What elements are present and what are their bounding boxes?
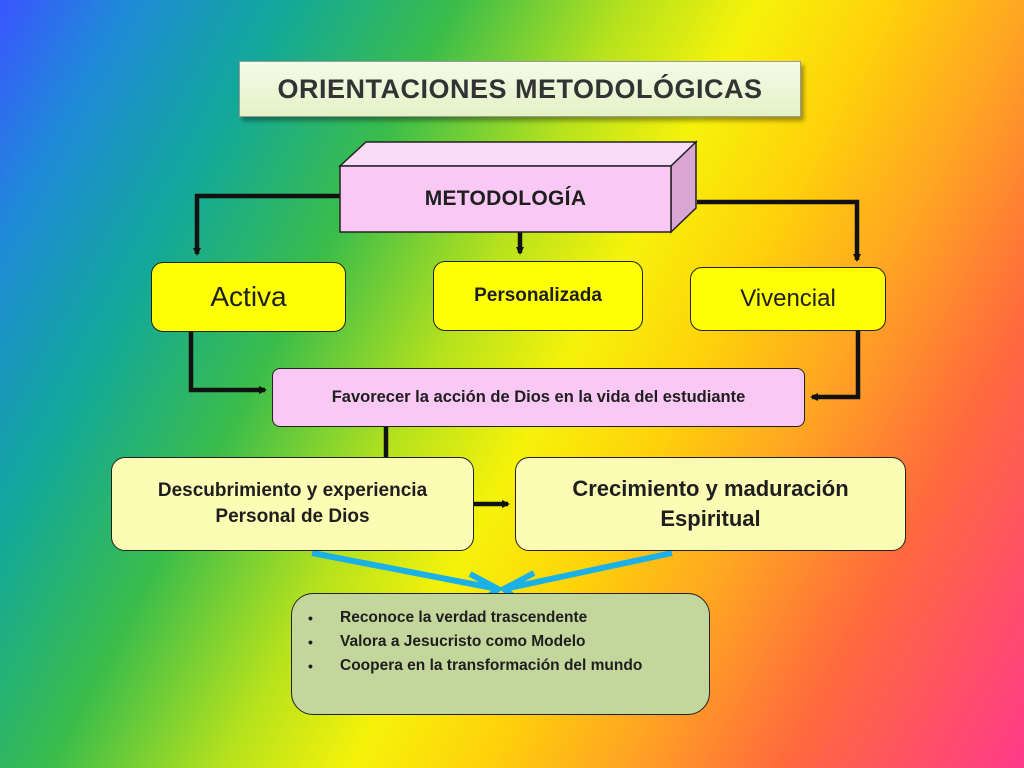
arrow-activa-to-favorecer xyxy=(191,332,265,390)
type-vivencial-label: Vivencial xyxy=(740,285,836,312)
bullet-icon: • xyxy=(308,634,313,650)
type-vivencial xyxy=(690,267,886,331)
type-personalizada xyxy=(433,261,643,331)
arrow-to-activa xyxy=(197,196,342,254)
crecimiento-box xyxy=(515,457,906,551)
outcome-item xyxy=(308,606,689,630)
crecimiento-line-1: Crecimiento y maduración xyxy=(572,476,849,502)
favorecer-label: Favorecer la acción de Dios en la vida del estudiante xyxy=(331,388,746,406)
descubrimiento-box xyxy=(111,457,474,551)
slide-title: ORIENTACIONES METODOLÓGICAS xyxy=(239,61,801,117)
outcomes-list xyxy=(308,606,689,678)
arrow-vivencial-to-favorecer xyxy=(812,330,858,397)
blue-arrow-left xyxy=(312,553,498,589)
bullet-icon: • xyxy=(308,658,313,674)
type-activa xyxy=(151,262,346,332)
metodologia-label: METODOLOGÍA xyxy=(424,187,587,210)
descubrimiento-line-2: Personal de Dios xyxy=(215,506,370,527)
favorecer-box xyxy=(272,368,805,427)
crecimiento-line-2: Espiritual xyxy=(660,506,761,531)
descubrimiento-line-1: Descubrimiento y experiencia xyxy=(157,480,428,502)
outcome-item xyxy=(308,630,689,654)
outcome-item xyxy=(308,654,689,678)
type-personalizada-label: Personalizada xyxy=(474,285,602,306)
blue-arrow-right xyxy=(504,553,672,589)
outcome-text: Coopera en la transformación del mundo xyxy=(340,657,643,674)
bullet-icon: • xyxy=(308,610,313,626)
outcome-text: Valora a Jesucristo como Modelo xyxy=(340,633,586,650)
outcome-text: Reconoce la verdad trascendente xyxy=(340,609,588,626)
arrow-to-vivencial xyxy=(697,202,857,260)
outcomes-box xyxy=(291,593,710,715)
type-activa-label: Activa xyxy=(210,281,287,312)
